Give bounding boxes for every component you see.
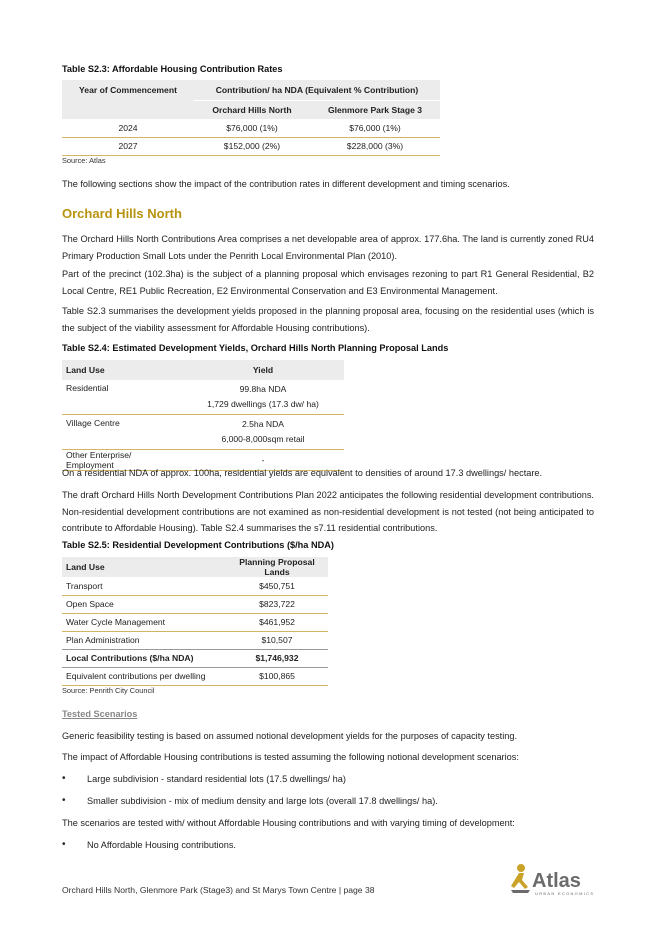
- paragraph: The impact of Affordable Housing contributions is tested assuming the following notional development scenarios:: [62, 752, 519, 762]
- table-s24-title: Table S2.4: Estimated Development Yields, Orchard Hills North Planning Proposal Lands: [62, 343, 449, 353]
- atlas-logo: [508, 862, 598, 898]
- list-item: • Smaller subdivision - mix of medium density and large lots (overall 17.8 dwellings/ ha).: [62, 793, 438, 809]
- page-footer: Orchard Hills North, Glenmore Park (Stage3) and St Marys Town Centre | page 38: [62, 885, 375, 895]
- cell-value: $450,751: [226, 577, 328, 595]
- table-row: [62, 137, 440, 155]
- yield-line: 99.8ha NDA: [239, 384, 287, 394]
- cell-value: $461,952: [226, 613, 328, 631]
- paragraph: The scenarios are tested with/ without Affordable Housing contributions and with varying timing of development:: [62, 818, 515, 828]
- paragraph: The following sections show the impact of the contribution rates in different development and timing scenarios.: [62, 179, 510, 189]
- cell-yield: -: [182, 450, 344, 471]
- bullet-list: [62, 837, 236, 853]
- cell-land-use: Equivalent contributions per dwelling: [62, 667, 226, 685]
- yield-line: 1,729 dwellings (17.3 dw/ ha): [207, 399, 319, 409]
- cell-gp: $228,000 (3%): [310, 137, 440, 155]
- cell-ohn: $76,000 (1%): [194, 119, 310, 137]
- table-header-yield: Yield: [182, 360, 344, 380]
- table-header-year: Year of Commencement: [62, 80, 194, 119]
- logo-tagline: URBAN ECONOMICS: [535, 891, 595, 896]
- table-header-land-use: Land Use: [62, 557, 226, 577]
- cell-land-use: Plan Administration: [62, 631, 226, 649]
- cell-value: $823,722: [226, 595, 328, 613]
- cell-value: $10,507: [226, 631, 328, 649]
- logo-wordmark: Atlas: [532, 870, 581, 892]
- table-s25: [62, 557, 328, 686]
- table-row: [62, 667, 328, 685]
- cell-value: $100,865: [226, 667, 328, 685]
- table-row: [62, 631, 328, 649]
- cell-value: $1,746,932: [226, 649, 328, 667]
- table-row: [62, 380, 344, 415]
- cell-year: 2027: [62, 137, 194, 155]
- cell-gp: $76,000 (1%): [310, 119, 440, 137]
- table-row: [62, 577, 328, 595]
- section-title: Orchard Hills North: [62, 206, 182, 221]
- subsection-title: Tested Scenarios: [62, 709, 138, 719]
- cell-land-use: Open Space: [62, 595, 226, 613]
- table-row: [62, 415, 344, 450]
- paragraph: On a residential NDA of approx. 100ha, residential yields are equivalent to densities of around 17.3 dwellings/ hectare.: [62, 468, 543, 478]
- cell-ohn: $152,000 (2%): [194, 137, 310, 155]
- paragraph: Table S2.3 summarises the development yields proposed in the planning proposal area, focusing on the residential uses (which is the subject of the viability assessment for Affordable Housing contributions).: [62, 306, 594, 333]
- table-row-total: [62, 649, 328, 667]
- table-header-land-use: Land Use: [62, 360, 182, 380]
- paragraph: Part of the precinct (102.3ha) is the subject of a planning proposal which envisages rezoning to part R1 General Residential, B2 Local Centre, RE1 Public Recreation, E2 Environmental Conservation and E3 Environmental Management.: [62, 269, 594, 296]
- table-header-contribution: Contribution/ ha NDA (Equivalent % Contribution): [194, 80, 440, 100]
- table-row: [62, 119, 440, 137]
- table-s25-title: Table S2.5: Residential Development Contributions ($/ha NDA): [62, 540, 334, 550]
- atlas-figure-icon: [511, 864, 530, 893]
- table-s23-title: Table S2.3: Affordable Housing Contribution Rates: [62, 64, 283, 74]
- table-header-ohn: Orchard Hills North: [194, 100, 310, 119]
- table-row: [62, 595, 328, 613]
- list-item: • Large subdivision - standard residential lots (17.5 dwellings/ ha): [62, 771, 438, 787]
- paragraph: The draft Orchard Hills North Development Contributions Plan 2022 anticipates the following residential development contributions. Non-residential development contributions are not examined as non-residential development is not tested (not being anticipated to contribute to Affordable Housing). Table S2.4 summarises the s7.11 residential contributions.: [62, 490, 594, 533]
- yield-line: 6,000-8,000sqm retail: [221, 434, 305, 444]
- paragraph: Generic feasibility testing is based on assumed notional development yields for the purposes of capacity testing.: [62, 731, 518, 741]
- paragraph: The Orchard Hills North Contributions Area comprises a net developable area of approx. 177.6ha. The land is currently zoned RU4 Primary Production Small Lots under the Penrith Local Environmental Plan (2010).: [62, 234, 594, 261]
- bullet-list: [62, 771, 438, 809]
- table-s25-source: Source: Penrith City Council: [62, 686, 155, 695]
- cell-year: 2024: [62, 119, 194, 137]
- cell-land-use: Village Centre: [62, 415, 182, 450]
- list-item: • No Affordable Housing contributions.: [62, 837, 236, 853]
- table-s23: [62, 80, 440, 156]
- table-header-gp: Glenmore Park Stage 3: [310, 100, 440, 119]
- cell-land-use: Water Cycle Management: [62, 613, 226, 631]
- cell-land-use: Other Enterprise/ Employment: [62, 450, 182, 471]
- yield-line: 2.5ha NDA: [241, 419, 285, 429]
- table-s23-source: Source: Atlas: [62, 156, 106, 165]
- cell-land-use: Transport: [62, 577, 226, 595]
- table-row: [62, 613, 328, 631]
- table-s24: [62, 360, 344, 471]
- cell-yield: [182, 380, 344, 415]
- table-header-ppl: Planning Proposal Lands: [226, 557, 328, 577]
- cell-yield: [182, 415, 344, 450]
- cell-land-use: Residential: [62, 380, 182, 415]
- cell-land-use: Local Contributions ($/ha NDA): [62, 649, 226, 667]
